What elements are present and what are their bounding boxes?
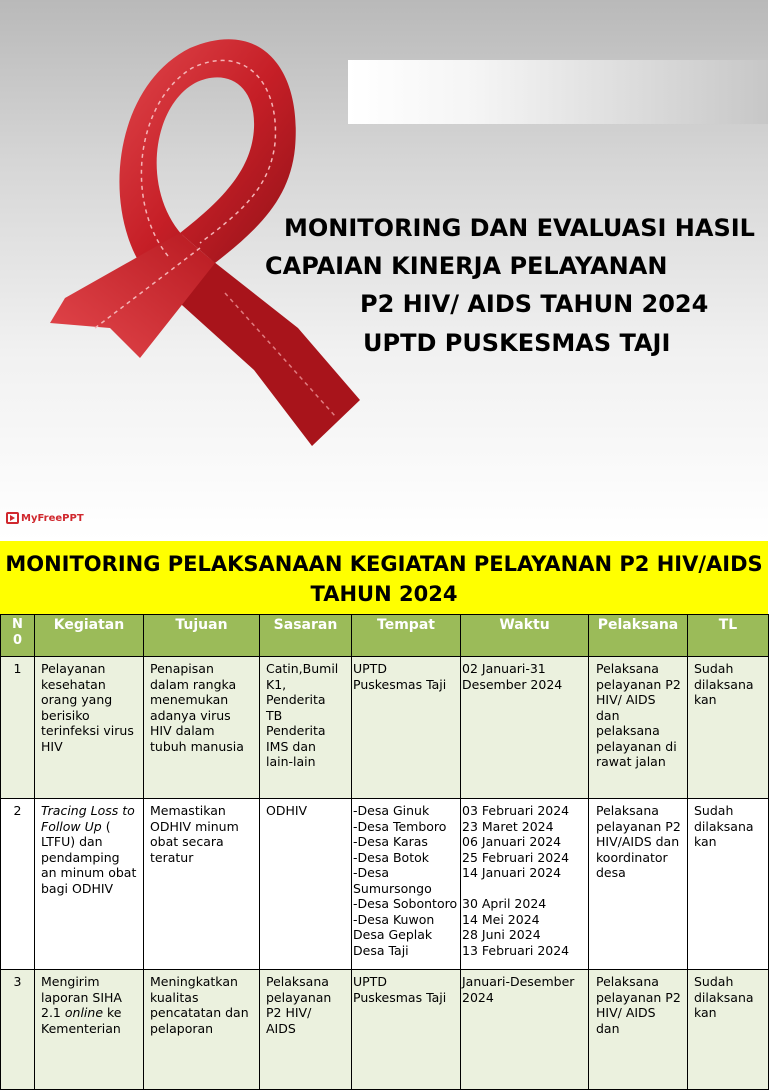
waktu-line: 03 Februari 2024 xyxy=(462,803,570,818)
myfreeppt-logo xyxy=(6,512,84,524)
cell-pelaksana: Pelaksana pelayanan P2 HIV/AIDS dan koordinator desa xyxy=(589,799,688,970)
waktu-line: 25 Februari 2024 xyxy=(462,849,570,865)
table-slide-header xyxy=(0,541,768,614)
cell-tempat xyxy=(352,799,461,970)
waktu-spacer xyxy=(462,881,587,897)
col-header-tl: TL xyxy=(688,615,769,657)
logo-text: MyFreePPT xyxy=(21,512,84,524)
slide-title-line-2: CAPAIAN KINERJA PELAYANAN xyxy=(265,252,668,280)
cell-sasaran: Pelaksana pelayanan P2 HIV/ AIDS xyxy=(260,970,352,1090)
monitoring-table xyxy=(0,614,769,1090)
col-header-no-line-1: N xyxy=(12,617,23,632)
cell-no: 3 xyxy=(1,970,35,1090)
cell-kegiatan-italic: Tracing Loss to Follow Up xyxy=(41,803,135,834)
table-slide-title-line-1: MONITORING PELAKSANAAN KEGIATAN PELAYANAN P2 HIV/AIDS xyxy=(5,552,763,576)
tempat-line: -Desa Botok xyxy=(353,849,429,865)
table-slide-title-line-2: TAHUN 2024 xyxy=(310,582,458,606)
tempat-line: -Desa Temboro xyxy=(353,818,447,834)
table-row xyxy=(1,799,769,970)
cell-tempat: UPTD Puskesmas Taji xyxy=(352,657,461,799)
cell-kegiatan-italic: online xyxy=(64,1005,104,1020)
cell-no: 2 xyxy=(1,799,35,970)
waktu-line: 13 Februari 2024 xyxy=(462,942,570,958)
cell-waktu: 02 Januari-31 Desember 2024 xyxy=(461,657,589,799)
table-header-row xyxy=(1,615,769,657)
cell-sasaran: Catin,Bumil K1, Penderita TB Penderita IMS dan lain-lain xyxy=(260,657,352,799)
tempat-line: -Desa Kuwon xyxy=(353,911,435,927)
tempat-line: Desa Taji xyxy=(353,942,409,958)
waktu-line: 28 Juni 2024 xyxy=(462,927,541,942)
cell-tl: Sudah dilaksana kan xyxy=(688,970,769,1090)
slide-title-line-4: UPTD PUSKESMAS TAJI xyxy=(363,329,671,357)
slide-title-line-3: P2 HIV/ AIDS TAHUN 2024 xyxy=(360,290,709,318)
cell-tujuan: Memastikan ODHIV minum obat secara teratur xyxy=(144,799,260,970)
waktu-line: 14 Januari 2024 xyxy=(462,865,562,880)
cell-kegiatan-rest: ( LTFU) dan pendamping an minum obat bagi ODHIV xyxy=(41,818,137,896)
tempat-line: -Desa xyxy=(353,865,389,880)
col-header-kegiatan: Kegiatan xyxy=(35,615,144,657)
waktu-line: 06 Januari 2024 xyxy=(462,834,562,849)
col-header-no-line-2: 0 xyxy=(12,633,23,648)
cell-tempat: UPTD Puskesmas Taji xyxy=(352,970,461,1090)
cell-waktu xyxy=(461,799,589,970)
waktu-line: 14 Mei 2024 xyxy=(462,911,540,927)
tempat-line: -Desa Ginuk xyxy=(353,803,430,818)
title-accent-bar xyxy=(348,60,768,124)
cell-pelaksana: Pelaksana pelayanan P2 HIV/ AIDS dan xyxy=(589,970,688,1090)
cell-kegiatan: Pelayanan kesehatan orang yang berisiko terinfeksi virus HIV xyxy=(35,657,144,799)
table-row xyxy=(1,657,769,799)
play-icon xyxy=(6,512,19,524)
col-header-tempat: Tempat xyxy=(352,615,461,657)
col-header-no xyxy=(1,615,35,657)
cell-kegiatan xyxy=(35,970,144,1090)
slide-title-line-1: MONITORING DAN EVALUASI HASIL xyxy=(284,214,755,242)
cell-tl: Sudah dilaksana kan xyxy=(688,657,769,799)
red-ribbon-icon xyxy=(40,28,370,458)
cell-kegiatan-part-b: ke Kementerian xyxy=(41,1005,122,1036)
cell-sasaran: ODHIV xyxy=(260,799,352,970)
title-slide xyxy=(0,0,768,541)
col-header-tujuan: Tujuan xyxy=(144,615,260,657)
cell-pelaksana: Pelaksana pelayanan P2 HIV/ AIDS dan pelaksana pelayanan di rawat jalan xyxy=(589,657,688,799)
waktu-line: 23 Maret 2024 xyxy=(462,818,554,834)
cell-tujuan: Penapisan dalam rangka menemukan adanya virus HIV dalam tubuh manusia xyxy=(144,657,260,799)
waktu-line: 30 April 2024 xyxy=(462,896,547,911)
table-row xyxy=(1,970,769,1090)
col-header-sasaran: Sasaran xyxy=(260,615,352,657)
cell-kegiatan-part-a: Mengirim laporan SIHA 2.1 xyxy=(41,974,122,1020)
tempat-line: Desa Geplak xyxy=(353,927,433,942)
cell-tl: Sudah dilaksana kan xyxy=(688,799,769,970)
tempat-line: Sumursongo xyxy=(353,880,432,896)
cell-tujuan: Meningkatkan kualitas pencatatan dan pelaporan xyxy=(144,970,260,1090)
cell-no: 1 xyxy=(1,657,35,799)
cell-kegiatan xyxy=(35,799,144,970)
tempat-line: -Desa Sobontoro xyxy=(353,896,458,911)
col-header-pelaksana: Pelaksana xyxy=(589,615,688,657)
cell-waktu: Januari-Desember 2024 xyxy=(461,970,589,1090)
tempat-line: -Desa Karas xyxy=(353,834,428,849)
col-header-waktu: Waktu xyxy=(461,615,589,657)
